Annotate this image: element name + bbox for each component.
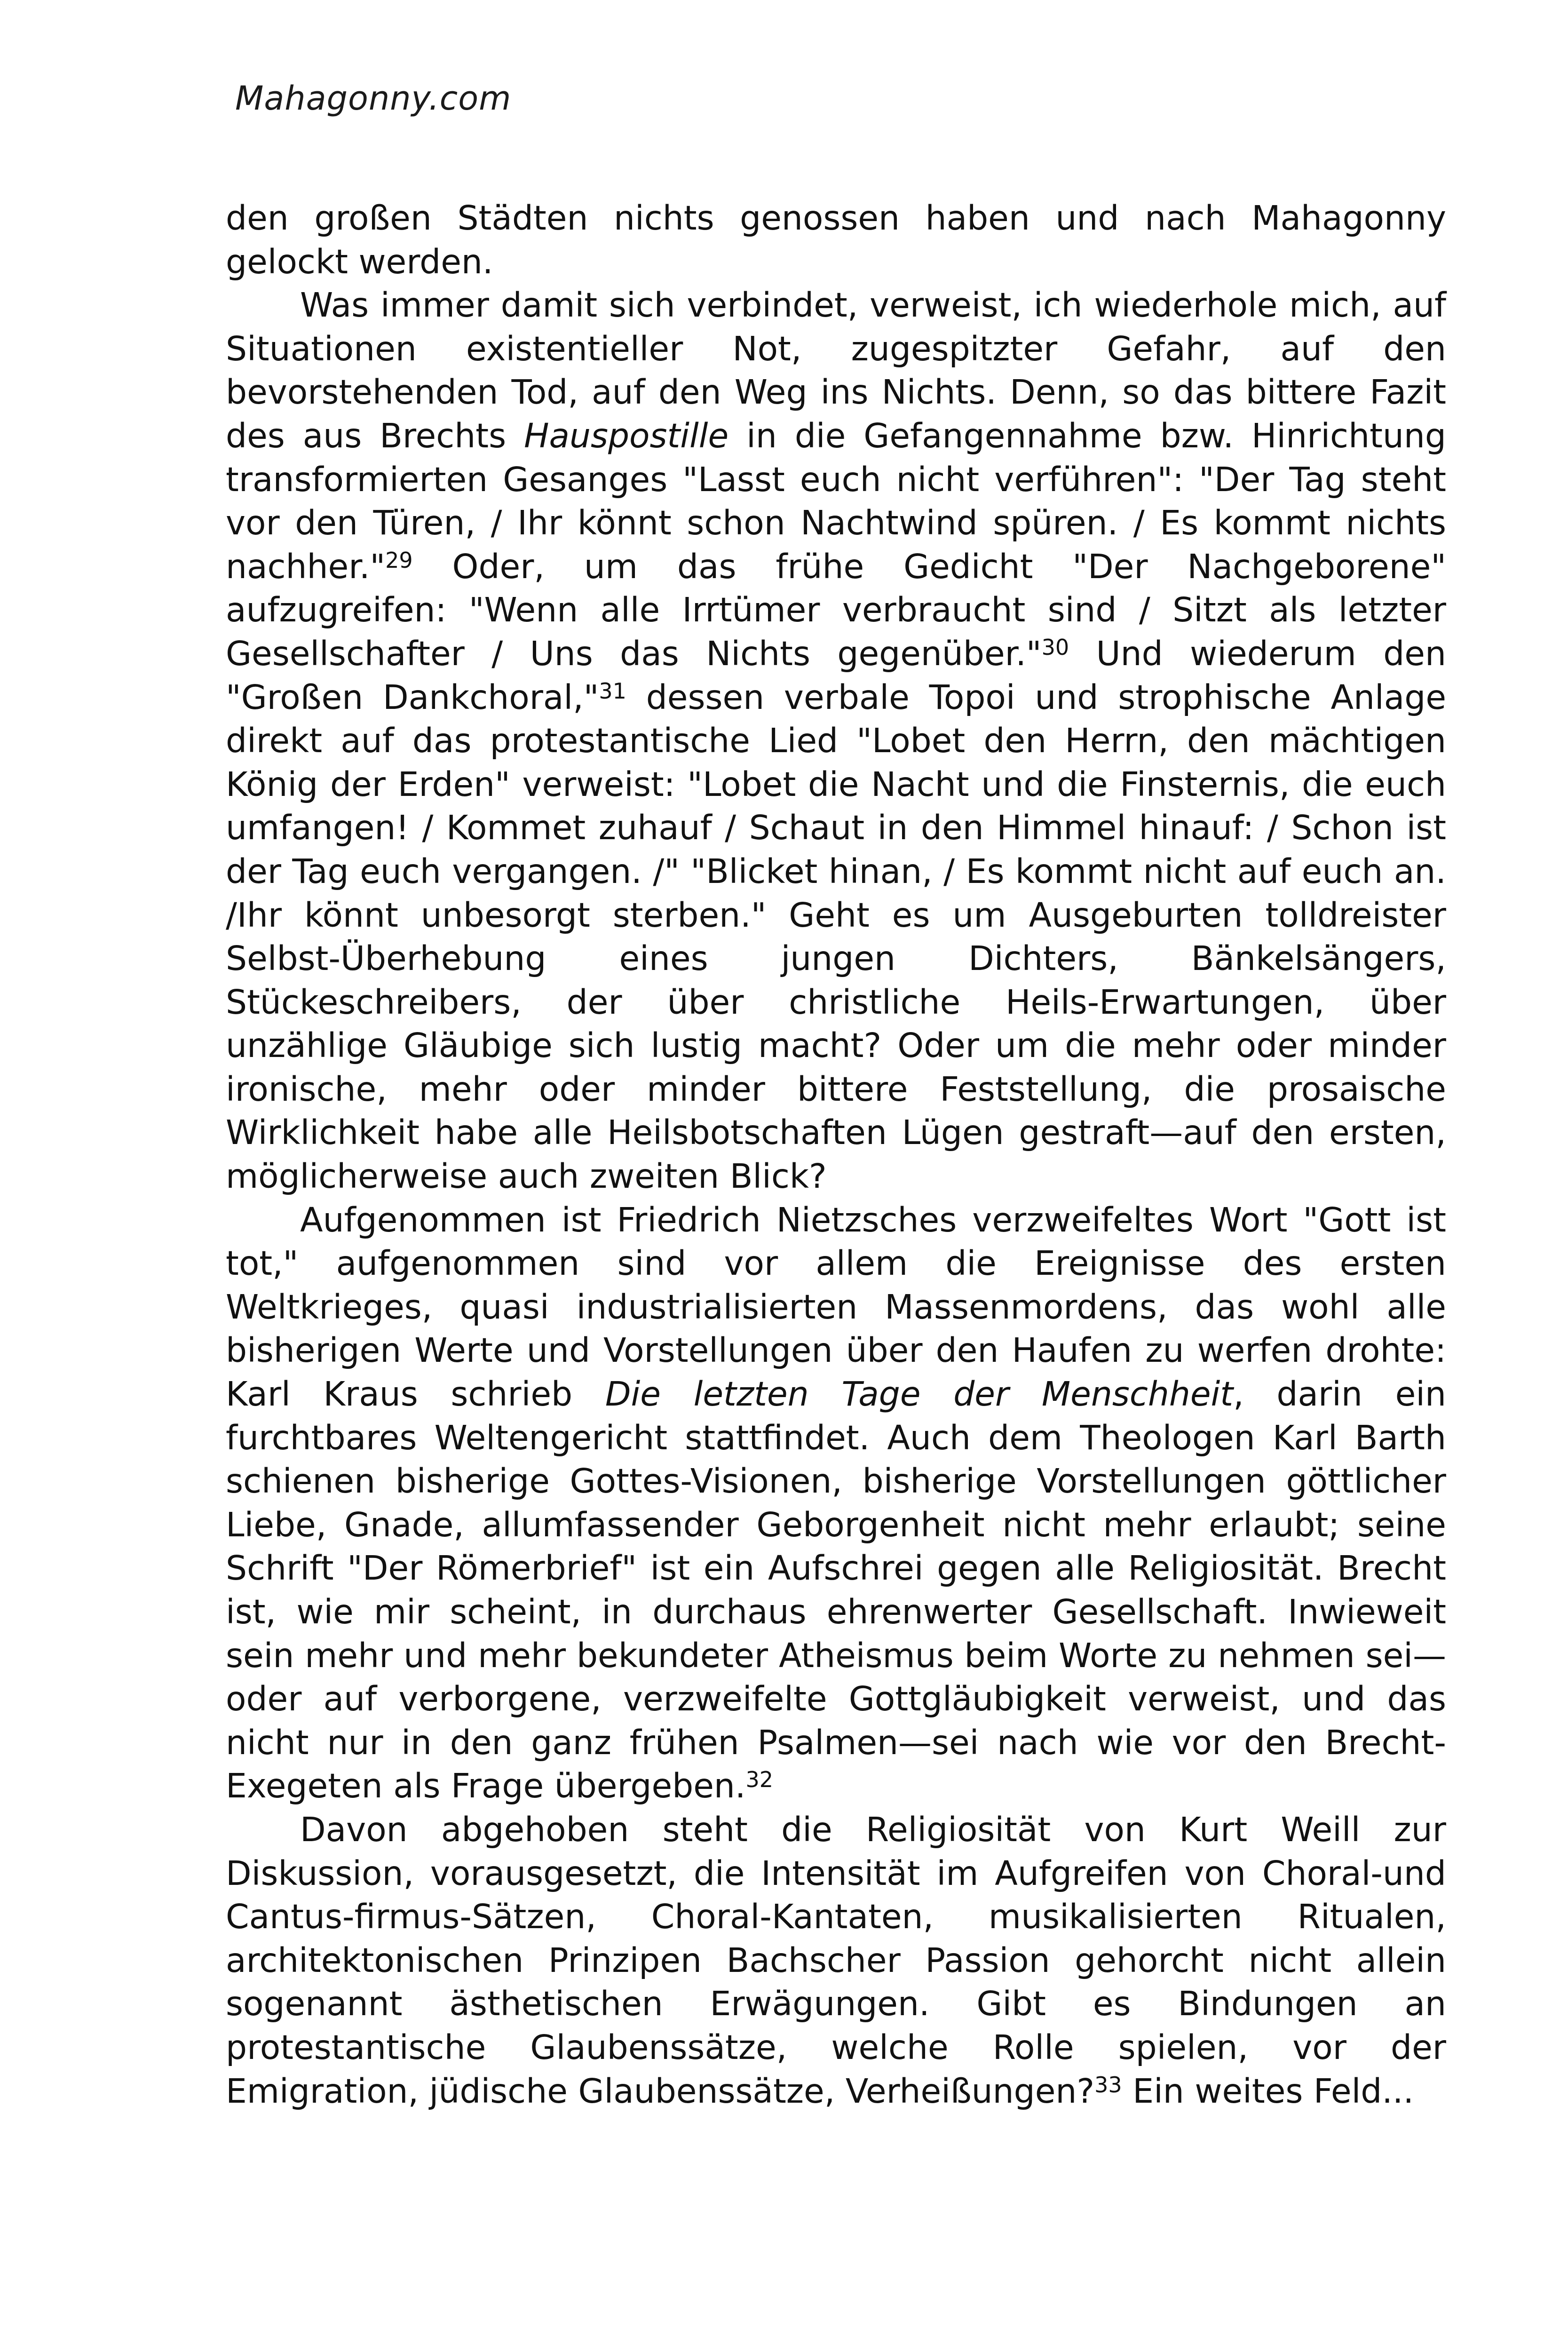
text-run: Was immer damit sich verbindet, verweist, ich wiederhole mich, auf Situationen existentieller Not, zugespitzter Gefahr, auf den bevorstehenden Tod, auf den Weg ins Nichts. Denn, so das bittere Fazit des aus Brechts bbox=[226, 286, 1446, 455]
footnote-ref: 32 bbox=[745, 1767, 774, 1793]
text-run: Aufgenommen ist Friedrich Nietzsches verzweifeltes Wort "Gott ist tot," aufgenommen sind vor allem die Ereignisse des ersten Weltkrieges, quasi industrialisierten Massenmordens, das wohl alle bisherigen Werte und Vorstellungen über den Haufen zu werfen drohte: Karl Kraus schrieb bbox=[226, 1200, 1446, 1414]
text-run: Und wiederum den "Großen Dankchoral," bbox=[226, 634, 1446, 717]
paragraph bbox=[226, 284, 1446, 1198]
footnote-ref: 30 bbox=[1041, 634, 1069, 660]
text-run: dessen verbale Topoi und strophische Anlage direkt auf das protestantische Lied "Lobet den Herrn, den mächtigen König der Erden" verweist: "Lobet die Nacht und die Finsternis, die euch umfangen! / Kommet zuhauf / Schaut in den Himmel hinauf: / Schon ist der Tag euch vergangen. /" "Blicket hinan, / Es kommt nicht auf euch an. /Ihr könnt unbesorgt sterben." Geht es um Ausgeburten tolldreister Selbst-Überhebung eines jungen Dichters, Bänkelsängers, Stückeschreibers, der über christliche Heils-Erwartungen, über unzählige Gläubige sich lustig macht? Oder um die mehr oder minder ironische, mehr oder minder bittere Feststellung, die prosaische Wirklichkeit habe alle Heilsbotschaften Lügen gestraft—auf den ersten, möglicherweise auch zweiten Blick? bbox=[226, 677, 1446, 1196]
running-header: Mahagonny.com bbox=[235, 79, 512, 118]
body-text bbox=[226, 197, 1446, 2113]
paragraph bbox=[226, 1808, 1446, 2113]
text-run: den großen Städten nichts genossen haben und nach Mahagonny gelockt werden. bbox=[226, 199, 1446, 281]
text-run: in die Gefangennahme bzw. Hinrichtung transformierten Gesanges "Lasst euch nicht verführen": "Der Tag steht vor den Türen, / Ihr könnt schon Nachtwind spüren. / Es kommt nichts nachher." bbox=[226, 416, 1446, 586]
text-run: Ein weites Feld... bbox=[1122, 2071, 1414, 2111]
footnote-ref: 33 bbox=[1094, 2072, 1122, 2098]
paragraph bbox=[226, 197, 1446, 284]
footnote-ref: 29 bbox=[385, 547, 413, 573]
paragraph bbox=[226, 1199, 1446, 1808]
italic-title: Hauspostille bbox=[524, 416, 729, 455]
text-run: Davon abgehoben steht die Religiosität von Kurt Weill zur Diskussion, vorausgesetzt, die Intensität im Aufgreifen von Choral-und Cantus-firmus-Sätzen, Choral-Kantaten, musikalisierten Ritualen, architektonischen Prinzipen Bachscher Passion gehorcht nicht allein sogenannt ästhetischen Erwägungen. Gibt es Bindungen an protestantische Glaubenssätze, welche Rolle spielen, vor der Emigration, jüdische Glaubenssätze, Verheißungen? bbox=[226, 1810, 1446, 2111]
text-run: , darin ein furchtbares Weltengericht stattfindet. Auch dem Theologen Karl Barth schienen bisherige Gottes-Visionen, bisherige Vorstellungen göttlicher Liebe, Gnade, allumfassender Geborgenheit nicht mehr erlaubt; seine Schrift "Der Römerbrief" ist ein Aufschrei gegen alle Religiosität. Brecht ist, wie mir scheint, in durchaus ehrenwerter Gesellschaft. Inwieweit sein mehr und mehr bekundeter Atheismus beim Worte zu nehmen sei—oder auf verborgene, verzweifelte Gottgläubigkeit verweist, und das nicht nur in den ganz frühen Psalmen—sei nach wie vor den Brecht-Exegeten als Frage übergeben. bbox=[226, 1375, 1446, 1806]
italic-title: Die letzten Tage der Menschheit bbox=[605, 1375, 1234, 1414]
text-run: Oder, um das frühe Gedicht "Der Nachgeborene" aufzugreifen: "Wenn alle Irrtümer verbraucht sind / Sitzt als letzter Gesellschafter / Uns das Nichts gegenüber." bbox=[226, 547, 1446, 673]
footnote-ref: 31 bbox=[599, 678, 626, 704]
